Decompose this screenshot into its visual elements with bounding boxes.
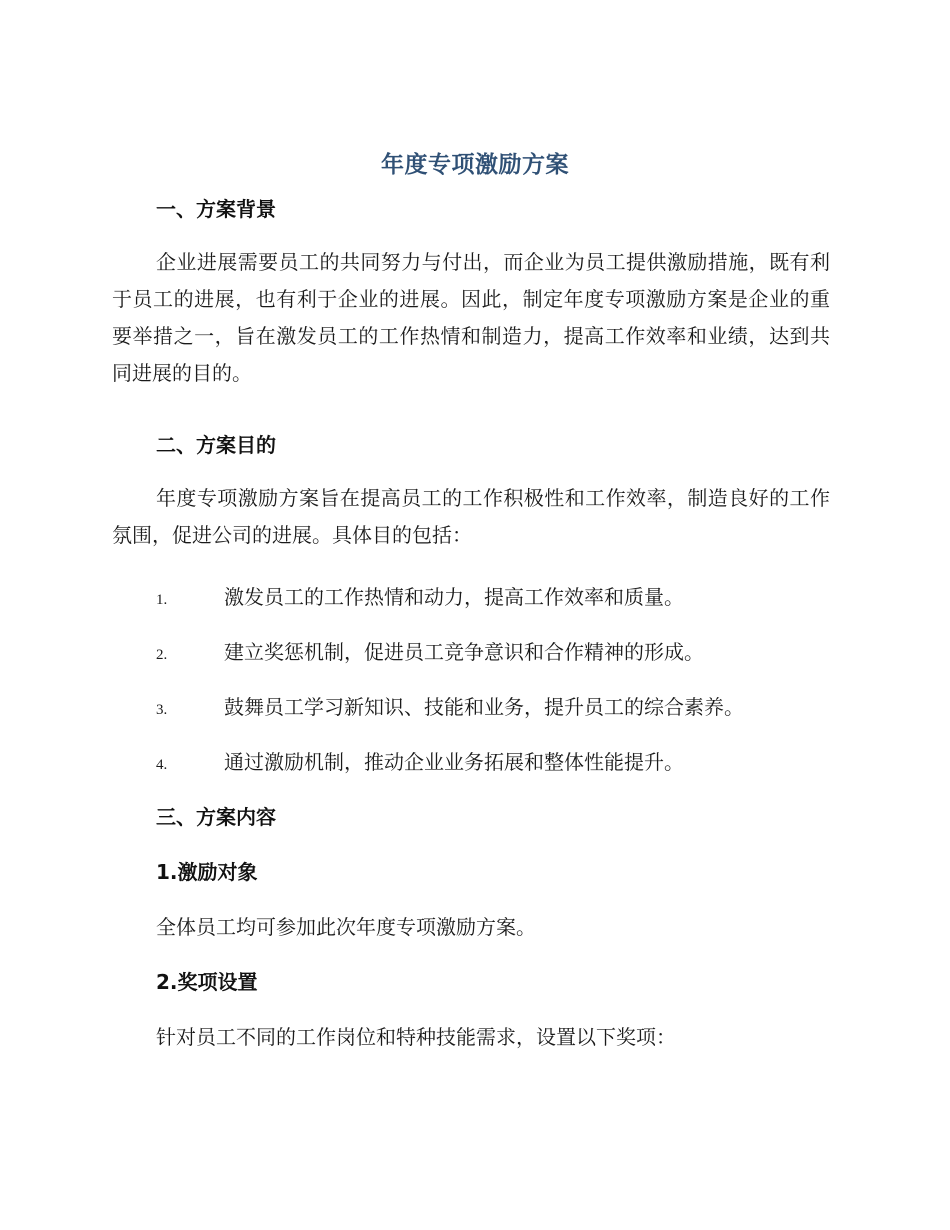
subsection-text-targets: 全体员工均可参加此次年度专项激励方案。 xyxy=(156,915,536,939)
list-item xyxy=(156,581,836,610)
list-item-number: 1. xyxy=(156,592,168,608)
document-title: 年度专项激励方案 xyxy=(381,152,569,178)
list-item-text: 鼓舞员工学习新知识、技能和业务，提升员工的综合素养。 xyxy=(224,695,744,719)
section-heading-content: 三、方案内容 xyxy=(156,805,276,829)
list-item-text: 激发员工的工作热情和动力，提高工作效率和质量。 xyxy=(224,585,684,609)
list-item xyxy=(156,746,836,775)
list-item-text: 通过激励机制，推动企业业务拓展和整体性能提升。 xyxy=(224,750,684,774)
section-heading-purpose: 二、方案目的 xyxy=(156,433,276,457)
list-item-number: 4. xyxy=(156,757,168,773)
list-item xyxy=(156,636,836,665)
subsection-heading-targets: 1.激励对象 xyxy=(156,860,258,884)
subsection-heading-awards: 2.奖项设置 xyxy=(156,970,258,994)
section-paragraph-purpose: 年度专项激励方案旨在提高员工的工作积极性和工作效率，制造良好的工作氛围，促进公司的进展。具体目的包括： xyxy=(112,486,830,547)
list-item xyxy=(156,691,836,720)
list-item-text: 建立奖惩机制，促进员工竞争意识和合作精神的形成。 xyxy=(224,640,704,664)
list-item-number: 2. xyxy=(156,647,168,663)
subsection-text-awards: 针对员工不同的工作岗位和特种技能需求，设置以下奖项： xyxy=(156,1025,676,1049)
list-item-number: 3. xyxy=(156,702,168,718)
section-heading-background: 一、方案背景 xyxy=(156,197,276,221)
section-paragraph-background: 企业进展需要员工的共同努力与付出，而企业为员工提供激励措施，既有利于员工的进展，也有利于企业的进展。因此，制定年度专项激励方案是企业的重要举措之一，旨在激发员工的工作热情和制造力，提高工作效率和业绩，达到共同进展的目的。 xyxy=(112,250,830,385)
